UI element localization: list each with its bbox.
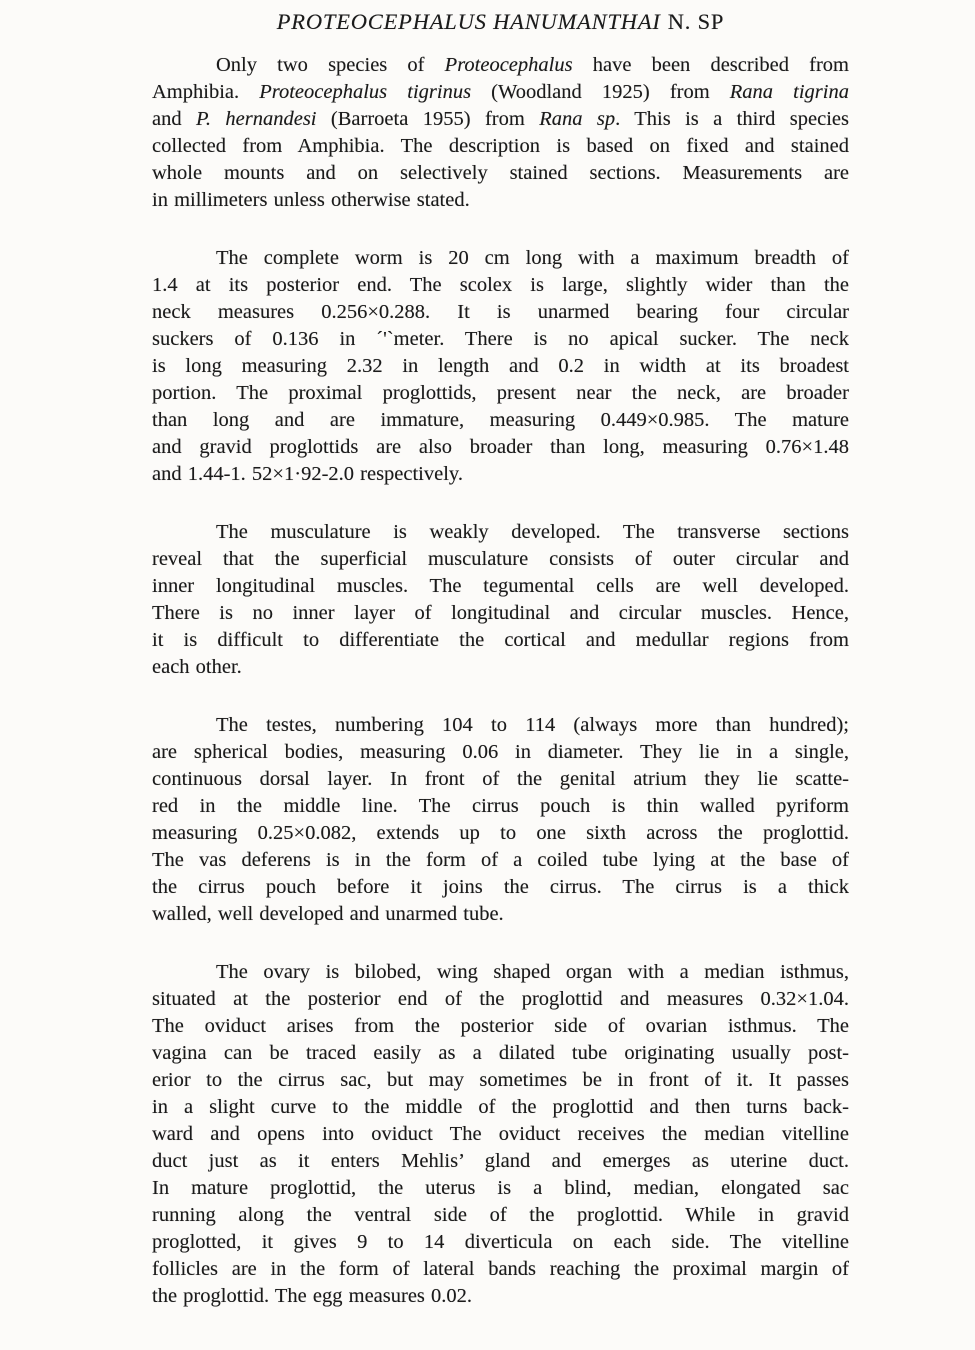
- text-line: whole mounts and on selectively stained sections. Measurements are: [152, 162, 849, 184]
- text-line: suckers of 0.136 in ´'`meter. There is no apical sucker. The neck: [152, 328, 849, 350]
- text-segment: (Barroeta 1955) from: [316, 108, 540, 130]
- text-line: inner longitudinal muscles. The tegumental cells are well developed.: [152, 575, 849, 597]
- text-line: neck measures 0.256×0.288. It is unarmed bearing four circular: [152, 301, 849, 323]
- text-line: [152, 79, 849, 106]
- text-column: [152, 8, 849, 1310]
- text-line: red in the middle line. The cirrus pouch is thin walled pyriform: [152, 795, 849, 817]
- text-line: continuous dorsal layer. In front of the genital atrium they lie scatte-: [152, 768, 849, 790]
- text-segment: Amphibia.: [152, 81, 260, 103]
- text-line: each other.: [152, 656, 242, 678]
- text-line: vagina can be traced easily as a dilated tube originating usually post-: [152, 1042, 849, 1064]
- text-segment: (Woodland 1925) from: [471, 81, 730, 103]
- text-line: ward and opens into oviduct The oviduct receives the median vitelline: [152, 1123, 849, 1145]
- text-line: it is difficult to differentiate the cortical and medullar regions from: [152, 629, 849, 651]
- paragraph-2: [152, 245, 849, 488]
- text-line: and gravid proglottids are also broader than long, measuring 0.76×1.48: [152, 436, 849, 458]
- text-line: the proglottid. The egg measures 0.02.: [152, 1285, 473, 1307]
- text-line: follicles are in the form of lateral bands reaching the proximal margin of: [152, 1258, 849, 1280]
- text-line: in a slight curve to the middle of the proglottid and then turns back-: [152, 1096, 849, 1118]
- text-line: There is no inner layer of longitudinal and circular muscles. Hence,: [152, 602, 849, 624]
- text-line: than long and are immature, measuring 0.449×0.985. The mature: [152, 409, 849, 431]
- page-title: [152, 8, 849, 35]
- text-segment: . This is a third species: [615, 108, 850, 130]
- text-line: The testes, numbering 104 to 114 (always more than hundred);: [216, 714, 849, 736]
- text-segment-italic: Proteocephalus tigrinus: [259, 81, 472, 103]
- text-line: In mature proglottid, the uterus is a blind, median, elongated sac: [152, 1177, 849, 1199]
- paragraph-4: [152, 712, 849, 928]
- text-line: The vas deferens is in the form of a coiled tube lying at the base of: [152, 849, 849, 871]
- text-segment-italic: Rana tigrina: [729, 81, 849, 103]
- title-species-name: PROTEOCEPHALUS HANUMANTHAI: [276, 9, 661, 34]
- text-segment: and: [152, 108, 196, 130]
- text-line: portion. The proximal proglottids, present near the neck, are broader: [152, 382, 849, 404]
- paragraph-5: [152, 959, 849, 1310]
- text-segment-italic: Rana sp: [539, 108, 616, 130]
- text-line: [152, 52, 849, 79]
- text-line: [152, 106, 849, 133]
- text-segment: Only two species of: [216, 54, 445, 76]
- title-new-species-abbrev: N. SP: [667, 9, 725, 34]
- text-line: The complete worm is 20 cm long with a maximum breadth of: [216, 247, 849, 269]
- text-line: and 1.44-1. 52×1·92-2.0 respectively.: [152, 463, 463, 485]
- text-line: The oviduct arises from the posterior side of ovarian isthmus. The: [152, 1015, 849, 1037]
- text-line: situated at the posterior end of the proglottid and measures 0.32×1.04.: [152, 988, 849, 1010]
- text-segment-italic: Proteocephalus: [444, 54, 573, 76]
- text-line: in millimeters unless otherwise stated.: [152, 189, 470, 211]
- text-line: measuring 0.25×0.082, extends up to one sixth across the proglottid.: [152, 822, 849, 844]
- text-line: 1.4 at its posterior end. The scolex is large, slightly wider than the: [152, 274, 849, 296]
- text-line: proglotted, it gives 9 to 14 diverticula on each side. The vitelline: [152, 1231, 849, 1253]
- text-segment-italic: P. hernandesi: [196, 108, 317, 130]
- text-line: running along the ventral side of the proglottid. While in gravid: [152, 1204, 849, 1226]
- text-line: is long measuring 2.32 in length and 0.2 in width at its broadest: [152, 355, 849, 377]
- text-line: are spherical bodies, measuring 0.06 in diameter. They lie in a single,: [152, 741, 849, 763]
- text-line: erior to the cirrus sac, but may sometimes be in front of it. It passes: [152, 1069, 849, 1091]
- text-line: collected from Amphibia. The description is based on fixed and stained: [152, 135, 849, 157]
- text-line: duct just as it enters Mehlis’ gland and emerges as uterine duct.: [152, 1150, 849, 1172]
- paragraph-3: [152, 519, 849, 681]
- text-segment: have been described from: [572, 54, 850, 76]
- text-line: The musculature is weakly developed. The transverse sections: [216, 521, 849, 543]
- text-line: walled, well developed and unarmed tube.: [152, 903, 504, 925]
- text-line: reveal that the superficial musculature consists of outer circular and: [152, 548, 849, 570]
- paragraph-1: [152, 52, 849, 214]
- text-line: the cirrus pouch before it joins the cirrus. The cirrus is a thick: [152, 876, 849, 898]
- text-line: The ovary is bilobed, wing shaped organ with a median isthmus,: [216, 961, 849, 983]
